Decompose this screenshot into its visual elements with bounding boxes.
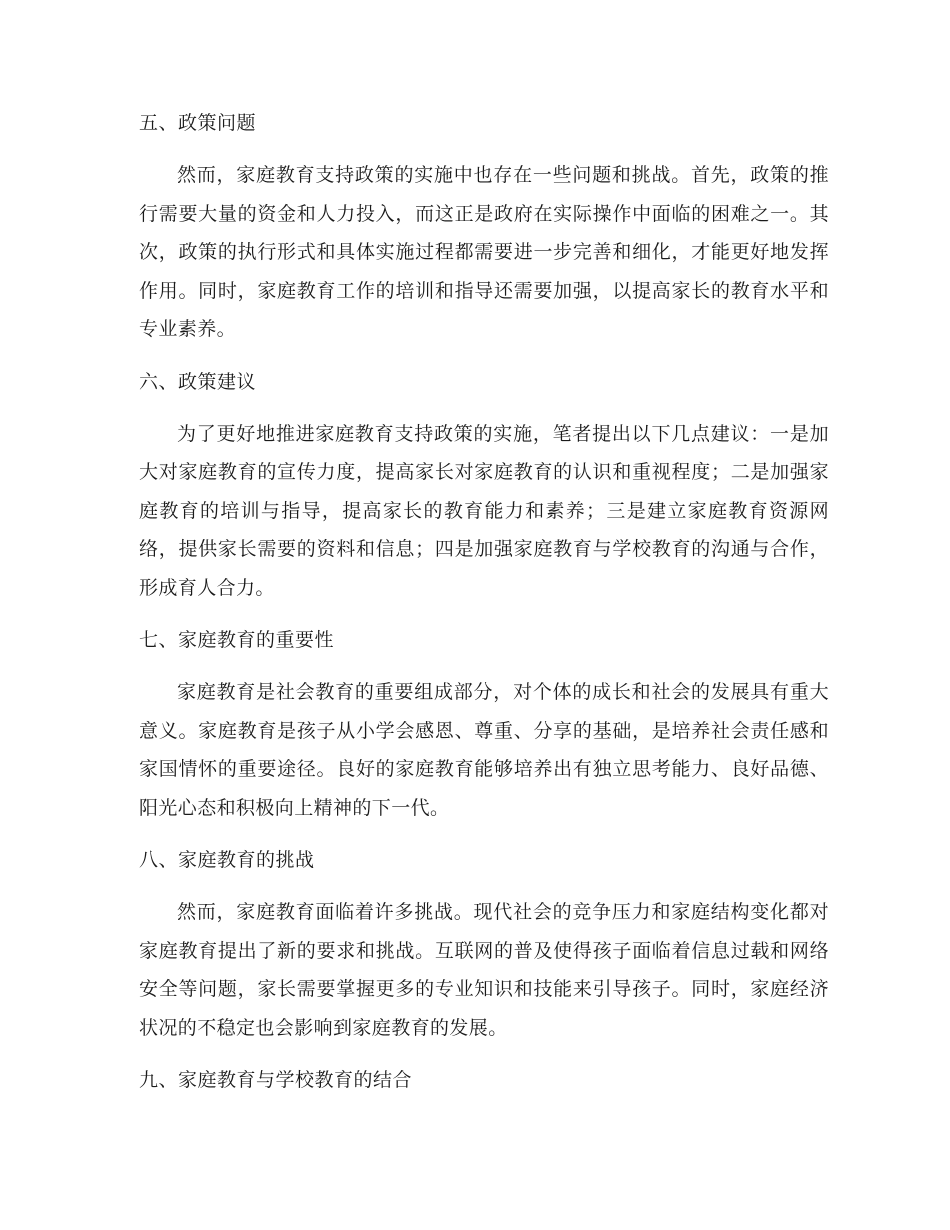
section-paragraph-6: 为了更好地推进家庭教育支持政策的实施，笔者提出以下几点建议：一是加大对家庭教育的宣传力度，提高家长对家庭教育的认识和重视程度；二是加强家庭教育的培训与指导，提高家长的教育能力和素养；三是建立家庭教育资源网络，提供家长需要的资料和信息；四是加强家庭教育与学校教育的沟通与合作，形成育人合力。 — [139, 422, 829, 599]
section-paragraph-8: 然而，家庭教育面临着许多挑战。现代社会的竞争压力和家庭结构变化都对家庭教育提出了新的要求和挑战。互联网的普及使得孩子面临着信息过载和网络安全等问题，家长需要掌握更多的专业知识和技能来引导孩子。同时，家庭经济状况的不稳定也会影响到家庭教育的发展。 — [139, 901, 829, 1039]
section-heading-8: 八、家庭教育的挑战 — [139, 849, 315, 871]
section-heading-6: 六、政策建议 — [139, 370, 257, 393]
section-paragraph-7: 家庭教育是社会教育的重要组成部分，对个体的成长和社会的发展具有重大意义。家庭教育是孩子从小学会感恩、尊重、分享的基础，是培养社会责任感和家国情怀的重要途径。良好的家庭教育能够培养出有独立思考能力、良好品德、阳光心态和积极向上精神的下一代。 — [139, 681, 829, 819]
section-heading-9: 九、家庭教育与学校教育的结合 — [139, 1069, 413, 1091]
section-heading-7: 七、家庭教育的重要性 — [139, 629, 335, 651]
document-body — [139, 104, 829, 1113]
section-paragraph-5: 然而，家庭教育支持政策的实施中也存在一些问题和挑战。首先，政策的推行需要大量的资金和人力投入，而这正是政府在实际操作中面临的困难之一。其次，政策的执行形式和具体实施过程都需要进一步完善和细化，才能更好地发挥作用。同时，家庭教育工作的培训和指导还需要加强，以提高家长的教育水平和专业素养。 — [139, 164, 829, 340]
section-heading-5: 五、政策问题 — [139, 112, 257, 134]
